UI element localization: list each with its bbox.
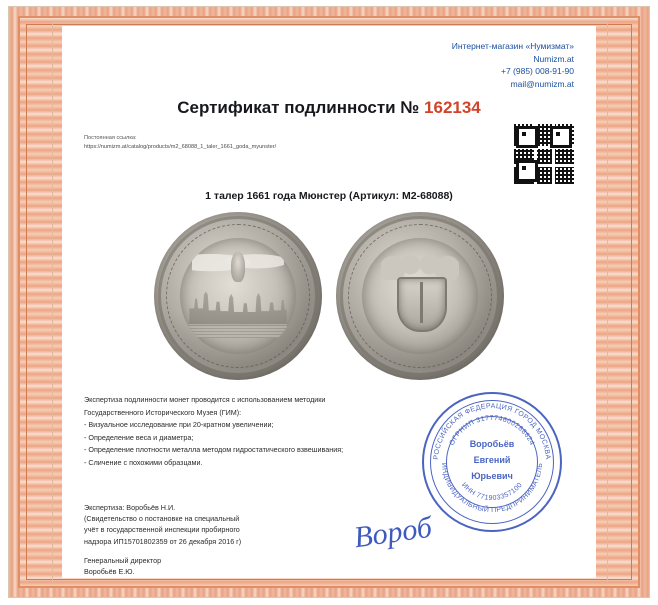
shop-site: Numizm.at xyxy=(533,53,574,64)
director-line: Воробьёв Е.Ю. xyxy=(84,567,135,577)
expert-line: (Свидетельство о постановке на специальный xyxy=(84,514,240,524)
official-stamp xyxy=(422,392,562,532)
stamp-inner-top-text: ОГРНИП 317774600288624 xyxy=(448,414,536,447)
permalink-label: Постоянная ссылка: xyxy=(84,135,137,141)
shop-email: mail@numizm.at xyxy=(510,78,574,89)
permalink-url[interactable]: https://numizm.at/catalog/products/m2_68088_1_taler_1661_goda_myunster/ xyxy=(84,143,277,150)
expertise-line: Государственного Исторического Музея (ГИМ): xyxy=(84,407,242,417)
expertise-line: - Определение плотности металла методом гидростатического взвешивания; xyxy=(84,445,344,455)
certificate-number: 162134 xyxy=(424,98,481,117)
stamp-name-line: Воробьёв xyxy=(469,439,515,449)
stamp-name-line: Евгений xyxy=(473,455,511,465)
stamp-person-name xyxy=(424,436,560,484)
handwritten-signature: Вороб xyxy=(352,510,434,555)
expertise-line: Экспертиза подлинности монет проводится с использованием методики xyxy=(84,395,326,404)
coin-obverse-image xyxy=(154,212,322,380)
permalink xyxy=(84,134,276,151)
expert-line: учёт в государственной инспекции пробирного xyxy=(84,525,240,535)
expert-line: Экспертиза: Воробьёв Н.И. xyxy=(84,503,176,512)
stamp-name-line: Юрьевич xyxy=(471,471,513,481)
director-line: Генеральный директор xyxy=(84,555,162,565)
stamp-bottom-text: ИНДИВИДУАЛЬНЫЙ ПРЕДПРИНИМАТЕЛЬ xyxy=(439,462,545,515)
certificate-paper xyxy=(62,26,596,578)
shop-phone: +7 (985) 008-91-90 xyxy=(500,66,574,76)
expertise-line: - Сличение с похожими образцами. xyxy=(84,457,203,467)
stamp-top-text: РОССИЙСКАЯ ФЕДЕРАЦИЯ ГОРОД МОСКВА xyxy=(433,402,551,460)
expert-line: надзора ИП15701802359 от 26 декабря 2016 г) xyxy=(84,536,242,546)
qr-code-icon[interactable] xyxy=(514,124,574,184)
stamp-inner-bottom-text: ИНН 771903357100 xyxy=(460,481,524,503)
coin-reverse-image xyxy=(336,212,504,380)
qr-finder-bottom-left xyxy=(516,160,538,182)
coin-images xyxy=(88,212,570,384)
qr-finder-top-right xyxy=(550,126,572,148)
expert-signature-block xyxy=(84,502,364,577)
item-title: 1 талер 1661 года Мюнстер (Артикул: М2-68088) xyxy=(205,190,453,202)
shop-name: Интернет-магазин «Нумизмат» xyxy=(451,41,574,51)
shop-contact-block xyxy=(452,40,574,90)
page-title xyxy=(62,98,596,118)
expertise-line: - Визуальное исследование при 20-кратном увеличении; xyxy=(84,420,274,430)
expertise-line: - Определение веса и диаметра; xyxy=(84,432,194,442)
qr-finder-top-left xyxy=(516,126,538,148)
page-title-text: Сертификат подлинности № xyxy=(177,98,420,117)
